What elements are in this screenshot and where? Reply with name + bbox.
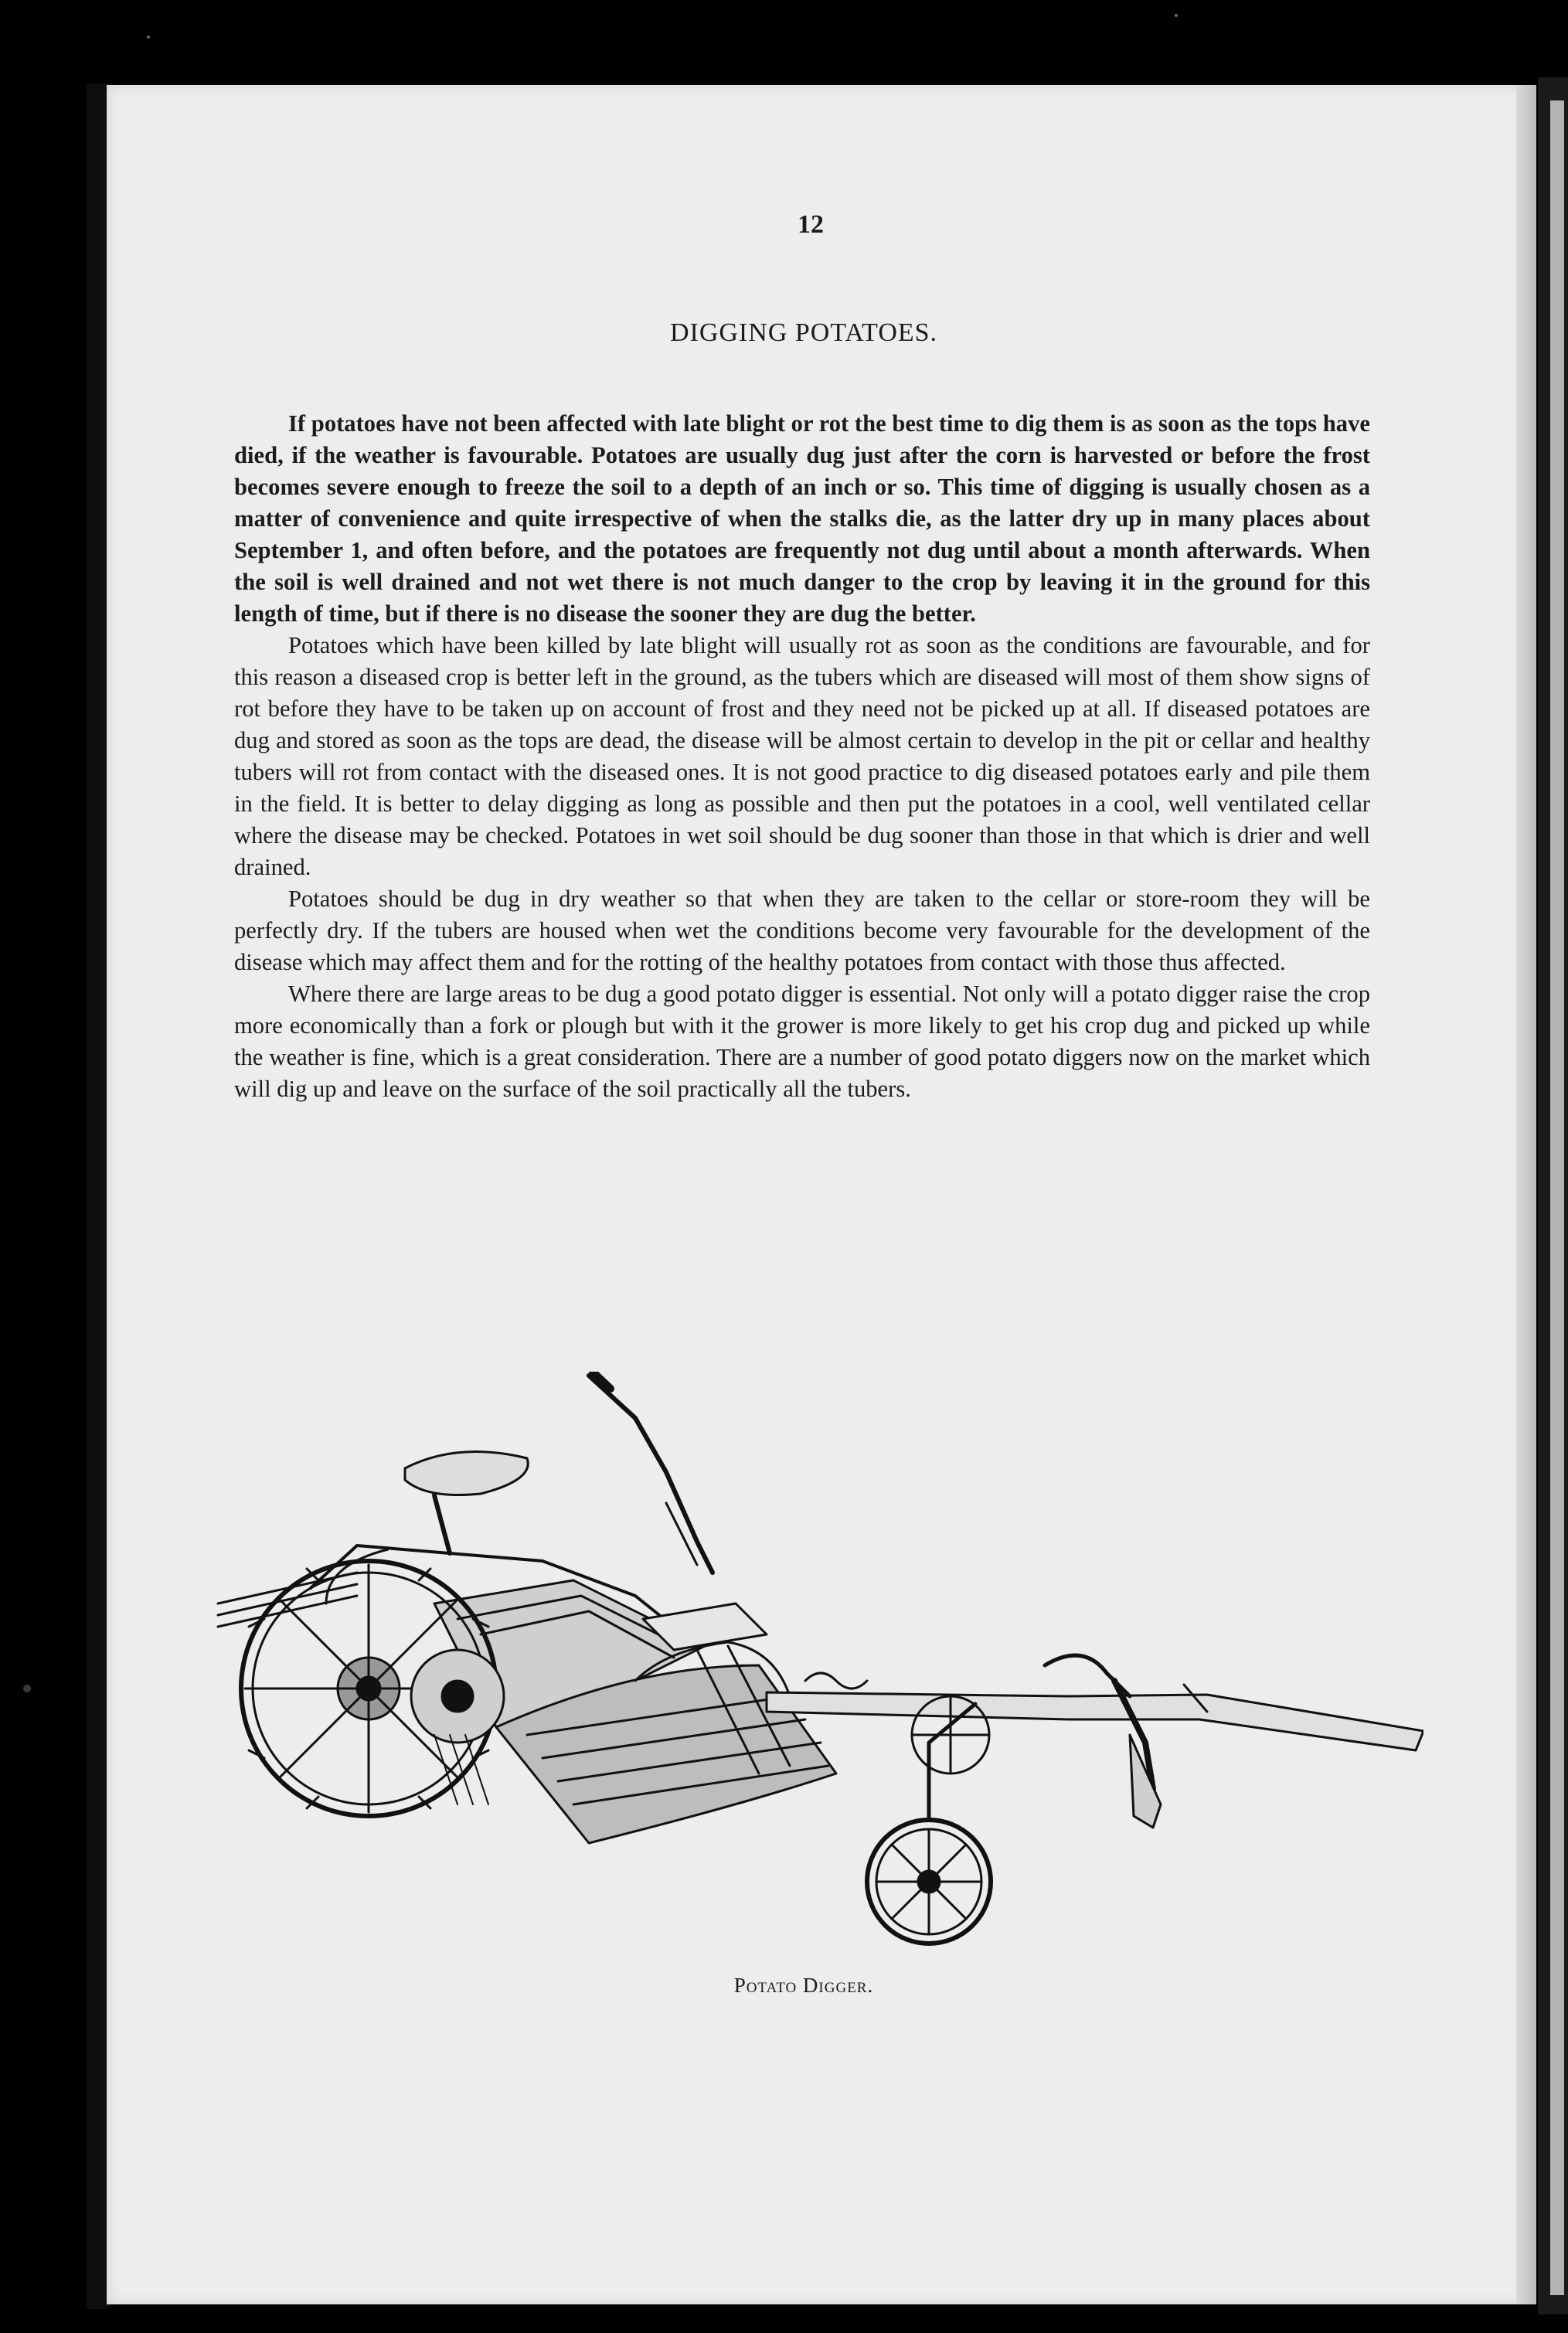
figure-caption: Potato Digger. xyxy=(733,1974,874,1997)
next-page-edge xyxy=(1550,100,1564,2295)
section-heading: DIGGING POTATOES. xyxy=(669,318,938,347)
body-text xyxy=(234,408,1370,1105)
paragraph-4: Where there are large areas to be dug a good potato digger is essential. Not only will a potato digger raise the crop more economically than a fork or plough but with it the grower is more likely to get his crop dug and picked up while the weather is fine, which is a great consideration. There are a number of good potato diggers now on the market which will dig up and leave on the surface of the soil practically all the tubers. xyxy=(234,981,1370,1102)
dust-speck xyxy=(23,1685,31,1692)
page-number: 12 xyxy=(798,210,824,239)
paragraph-3: Potatoes should be dug in dry weather so that when they are taken to the cellar or store-room they will be perfectly dry. If the tubers are housed when wet the conditions become very favourable for the development of the disease which may affect them and for the rotting of the healthy potatoes from contact with those thus affected. xyxy=(234,886,1370,975)
paragraph-2: Potatoes which have been killed by late blight will usually rot as soon as the conditions are favourable, and for this reason a diseased crop is better left in the ground, as the tubers which are diseased will most of them show signs of rot before they have to be taken up on account of frost and they need not be picked up at all. If diseased potatoes are dug and stored as soon as the tops are dead, the disease will be almost certain to develop in the pit or cellar and healthy tubers will rot from contact with the diseased ones. It is not good practice to dig diseased potatoes early and pile them in the field. It is better to delay digging as long as possible and then put the potatoes in a cool, well ventilated cellar where the disease may be checked. Potatoes in wet soil should be dug sooner than those in that which is drier and well drained. xyxy=(234,632,1370,880)
page-edge-shadow xyxy=(1516,85,1536,2304)
paragraph-1: If potatoes have not been affected with late blight or rot the best time to dig them is as soon as the tops have died, if the weather is favourable. Potatoes are usually dug just after the corn is harvested or before the frost becomes severe enough to freeze the soil to a depth of an inch or so. This time of digging is usually chosen as a matter of convenience and quite irrespective of when the stalks die, as the latter dry up in many places about September 1, and often before, and the potatoes are frequently not dug until about a month afterwards. When the soil is well drained and not wet there is not much danger to the crop by leaving it in the ground for this length of time, but if there is no disease the sooner they are dug the better. xyxy=(234,410,1370,627)
potato-digger-illustration xyxy=(202,1372,1423,2021)
dust-speck xyxy=(147,36,150,39)
dust-speck xyxy=(1175,14,1178,17)
